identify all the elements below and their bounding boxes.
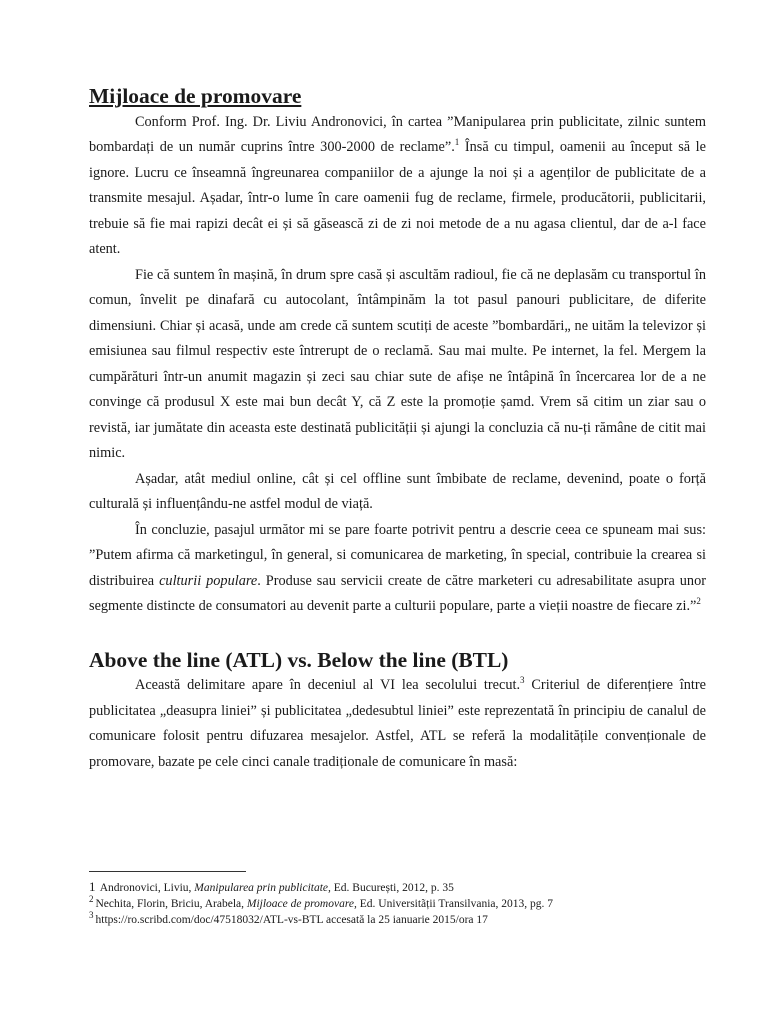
footnote-2: [89, 896, 706, 912]
footnote-text-a: Andronovici, Liviu,: [99, 882, 195, 894]
section-heading-atl-btl: Above the line (ATL) vs. Below the line (BTL): [89, 647, 509, 672]
footnote-1: [89, 880, 706, 896]
footnote-ref-2[interactable]: 2: [696, 596, 701, 607]
footnotes: [89, 871, 706, 928]
paragraph-4: [89, 518, 706, 620]
paragraph-3: Așadar, atât mediul online, cât și cel offline sunt îmbibate de reclame, devenind, poate o forță culturală și influențându-ne astfel modul de viață.: [89, 470, 706, 512]
footnote-number: 1: [89, 879, 96, 894]
paragraph-5: [89, 673, 706, 775]
document-body: [89, 84, 706, 775]
paragraph-2: Fie că suntem în mașină, în drum spre casă și ascultăm radioul, fie că ne deplasăm cu transportul în comun, învelit pe dinafară cu autocolant, întâmpinăm la tot pasul panouri publicitare, de diferite dimensiuni. Chiar și acasă, unde am crede că suntem scutiți de aceste ”bombardări„ ne uităm la televizor și emisiunea sau filmul respectiv este întrerupt de o reclamă. Sau mai multe. Pe internet, la fel. Mergem la cumpărături într-un anumit magazin și zeci sau chiar sute de afișe ne întâpină în încercarea lor de a ne convinge că produsul X este mai bun decât Y, că Z este la promoție șamd. Vrem să citim un ziar sau o revistă, iar jumătate din aceasta este destinată publicității și ajungi la concluzia că nu-ți rămâne de citit mai nimic.: [89, 266, 706, 461]
footnote-text-a: Nechita, Florin, Briciu, Arabela,: [95, 898, 247, 910]
paragraph-4-text-b: . Produse sau servicii create de către marketeri cu adresabilitate asupra unor segmente distincte de consumatori au devenit parte a culturii populare, parte a vieții noastre de fiecare zi.”: [89, 572, 706, 614]
footnote-italic: Manipularea prin publicitate,: [194, 882, 331, 894]
paragraph-5-text-a: Această delimitare apare în deceniul al VI lea secolului trecut.: [135, 677, 521, 693]
footnote-3: [89, 912, 706, 928]
footnote-italic: Mijloace de promovare,: [246, 898, 357, 910]
footnote-ref-1[interactable]: 1: [454, 137, 460, 148]
footnote-number: 2: [89, 894, 94, 905]
section-heading-mijloace: Mijloace de promovare: [89, 84, 302, 108]
paragraph-4-text-a: În concluzie, pasajul următor mi se pare foarte potrivit pentru a descrie ceea ce spuneam mai sus: ”Putem afirma că marketingul, în general, si comunicarea de marketing, în special, contribuie la crearea si distribuirea: [89, 521, 706, 589]
paragraph-1-text-b: Însă cu timpul, oamenii au început să le ignore. Lucru ce înseamnă îngreunarea companiilor de a ajunge la noi și a agenților de publicitate de a transmite mesajul. Așadar, într-o lume în care oamenii fug de reclame, firmele, producătorii, publicitarii, trebuie să fie mai rapizi decât ei și să găsească zi de zi noi metode de a nu agasa clientul, dar de a-l face atent.: [89, 139, 706, 257]
paragraph-4-italic: culturii populare: [159, 572, 258, 589]
paragraph-1: [89, 110, 706, 263]
footnote-separator: [89, 871, 246, 872]
footnote-link[interactable]: https://ro.scribd.com/doc/47518032/ATL-vs-BTL accesată la 25 ianuarie 2015/ora 17: [95, 914, 488, 926]
footnote-ref-3[interactable]: 3: [520, 675, 525, 686]
paragraph-5-text-b: Criteriul de diferențiere între publicitatea „deasupra liniei” și publicitatea „dedesubtul liniei” este reprezentată în principiu de canalul de comunicare folosit pentru difuzarea mesajelor. Astfel, ATL se referă la modalitățile convenționale de promovare, bazate pe cele cinci canale tradiționale de comunicare în masă:: [89, 677, 707, 770]
paragraph-1-text-a: Conform Prof. Ing. Dr. Liviu Andronovici, în cartea ”Manipularea prin publicitate, zilnic suntem bombardați de un număr cuprins între 300-2000 de reclame”.: [89, 113, 706, 155]
footnote-text-b: Ed. București, 2012, p. 35: [330, 882, 454, 894]
footnote-text-b: Ed. Universitãții Transilvania, 2013, pg. 7: [356, 898, 553, 910]
footnote-number: 3: [89, 910, 94, 921]
